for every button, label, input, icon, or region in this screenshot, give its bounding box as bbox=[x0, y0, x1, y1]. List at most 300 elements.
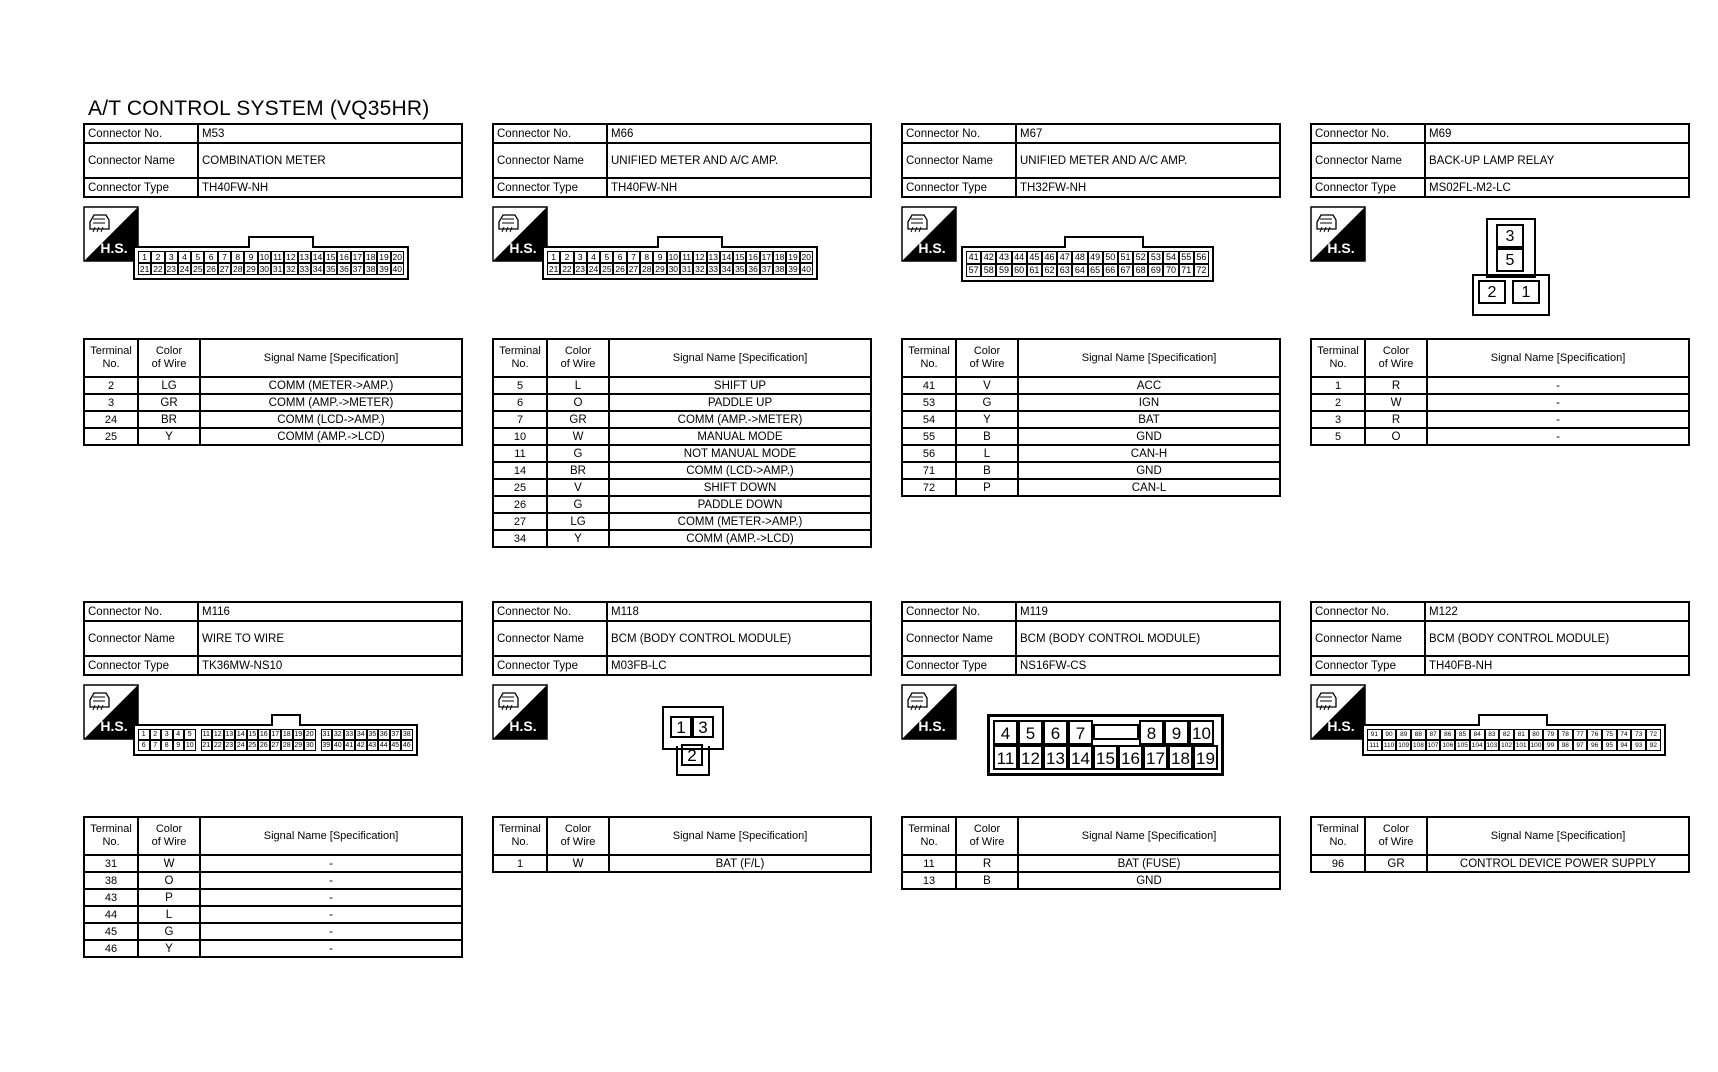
connector-face bbox=[542, 246, 818, 280]
relay-housing bbox=[1472, 218, 1550, 316]
connector-latch bbox=[271, 714, 301, 726]
connector-no-row bbox=[902, 124, 1280, 143]
connector-no-label: Connector No. bbox=[902, 602, 1016, 621]
connector-pin: 95 bbox=[1602, 740, 1617, 751]
connector-block bbox=[901, 601, 1281, 890]
connector-pin: 4 bbox=[993, 720, 1018, 745]
connector-diagram bbox=[901, 676, 1281, 816]
wire-color-cell: W bbox=[138, 855, 200, 872]
connector-name-label: Connector Name bbox=[1311, 143, 1425, 178]
connector-type-row bbox=[902, 178, 1280, 197]
connector-pin: 41 bbox=[345, 742, 354, 749]
connector-pin: 106 bbox=[1442, 742, 1454, 749]
connector-pin: 36 bbox=[339, 264, 349, 274]
connector-pin: 8 bbox=[231, 251, 244, 263]
table-row bbox=[493, 479, 871, 496]
connector-pin: 80 bbox=[1529, 729, 1544, 740]
connector-name-value: UNIFIED METER AND A/C AMP. bbox=[607, 143, 871, 178]
signal-name-header: Signal Name [Specification] bbox=[609, 817, 871, 855]
connector-pin: 4 bbox=[173, 729, 185, 740]
connector-pin: 53 bbox=[1148, 251, 1163, 264]
signal-name-header: Signal Name [Specification] bbox=[1427, 817, 1689, 855]
signal-name-header: Signal Name [Specification] bbox=[200, 339, 462, 377]
connector-pin: 44 bbox=[1012, 251, 1027, 264]
connector-pin: 67 bbox=[1118, 264, 1133, 277]
connector-name-row bbox=[84, 143, 462, 178]
table-row bbox=[84, 940, 462, 957]
connector-pin: 101 bbox=[1515, 742, 1527, 749]
terminal-no-header: Terminal No. bbox=[493, 339, 547, 377]
connector-pin: 34 bbox=[312, 264, 323, 274]
signal-table-header bbox=[493, 339, 871, 377]
wire-color-cell: P bbox=[956, 479, 1018, 496]
connector-pin: 30 bbox=[305, 742, 314, 749]
connector-pin: 12 bbox=[1018, 745, 1043, 770]
connector-pin: 52 bbox=[1133, 251, 1148, 264]
connector-pin: 18 bbox=[365, 252, 376, 262]
table-row bbox=[493, 496, 871, 513]
connector-no-row bbox=[84, 602, 462, 621]
wire-color-cell: LG bbox=[547, 513, 609, 530]
connector-pin: 33 bbox=[345, 731, 354, 738]
signal-name-cell: COMM (LCD->AMP.) bbox=[200, 411, 462, 428]
wire-color-cell: Y bbox=[547, 530, 609, 547]
connector-pin-row bbox=[138, 251, 404, 263]
terminal-cell: 2 bbox=[1311, 394, 1365, 411]
connector-pin: 69 bbox=[1148, 264, 1163, 277]
connector-type-label: Connector Type bbox=[493, 178, 607, 197]
color-of-wire-header: Color of Wire bbox=[1365, 339, 1427, 377]
connector-type-value: TH32FW-NH bbox=[1016, 178, 1280, 197]
signal-table-header bbox=[902, 817, 1280, 855]
connector-pin: 31 bbox=[322, 731, 331, 738]
table-row bbox=[902, 479, 1280, 496]
hs-badge-text: H.S. bbox=[100, 240, 128, 256]
connector-no-row bbox=[84, 124, 462, 143]
terminal-cell: 54 bbox=[902, 411, 956, 428]
connector-no-value: M53 bbox=[198, 124, 462, 143]
connector-pin: 48 bbox=[1072, 251, 1087, 264]
connector-pin: 2 bbox=[681, 744, 703, 766]
connector-no-label: Connector No. bbox=[902, 124, 1016, 143]
connector-pin-row bbox=[138, 263, 404, 275]
connector-pin: 36 bbox=[379, 731, 388, 738]
signal-name-header: Signal Name [Specification] bbox=[200, 817, 462, 855]
connector-name-label: Connector Name bbox=[902, 143, 1016, 178]
terminal-no-header: Terminal No. bbox=[1311, 339, 1365, 377]
signal-table-header bbox=[1311, 817, 1689, 855]
connector-pin: 28 bbox=[232, 264, 243, 274]
connector-pin: 6 bbox=[204, 251, 217, 263]
connector-latch bbox=[248, 236, 314, 248]
connector-pin: 39 bbox=[322, 742, 331, 749]
connector-name-row bbox=[493, 143, 871, 178]
wire-color-cell: L bbox=[956, 445, 1018, 462]
table-row bbox=[902, 377, 1280, 394]
terminal-cell: 5 bbox=[1311, 428, 1365, 445]
table-row bbox=[84, 906, 462, 923]
signal-name-cell: CAN-L bbox=[1018, 479, 1280, 496]
connector-pin: 72 bbox=[1646, 729, 1661, 740]
signal-name-cell: COMM (AMP.->LCD) bbox=[200, 428, 462, 445]
connector-name-row bbox=[84, 621, 462, 656]
terminal-cell: 55 bbox=[902, 428, 956, 445]
terminal-cell: 14 bbox=[493, 462, 547, 479]
connector-pin: 8 bbox=[161, 740, 173, 751]
signal-name-cell: - bbox=[1427, 411, 1689, 428]
connector-pin: 35 bbox=[735, 264, 745, 274]
connector-type-row bbox=[84, 178, 462, 197]
terminal-cell: 13 bbox=[902, 872, 956, 889]
connector-name-value: BCM (BODY CONTROL MODULE) bbox=[607, 621, 871, 656]
connector-pin: 42 bbox=[981, 251, 996, 264]
terminal-cell: 3 bbox=[84, 394, 138, 411]
connector-pin: 2 bbox=[151, 251, 164, 263]
terminal-cell: 11 bbox=[493, 445, 547, 462]
connector-diagram bbox=[492, 676, 872, 816]
connector-block bbox=[83, 601, 463, 958]
connector-pin: 29 bbox=[655, 264, 665, 274]
connector-pin: 5 bbox=[184, 729, 196, 740]
connector-pin: 3 bbox=[165, 251, 178, 263]
connector-no-value: M66 bbox=[607, 124, 871, 143]
connector-pin: 68 bbox=[1133, 264, 1148, 277]
signal-name-cell: PADDLE UP bbox=[609, 394, 871, 411]
signal-name-cell: COMM (AMP.->METER) bbox=[609, 411, 871, 428]
wire-color-cell: O bbox=[547, 394, 609, 411]
connector-pin: 10 bbox=[185, 742, 194, 749]
connector-type-value: MS02FL-M2-LC bbox=[1425, 178, 1689, 197]
key-slot bbox=[1093, 724, 1139, 740]
connector-pin: 49 bbox=[1088, 251, 1103, 264]
signal-name-cell: CONTROL DEVICE POWER SUPPLY bbox=[1427, 855, 1689, 872]
connector-no-value: M118 bbox=[607, 602, 871, 621]
terminal-no-header: Terminal No. bbox=[493, 817, 547, 855]
signal-table bbox=[83, 338, 463, 446]
table-row bbox=[84, 923, 462, 940]
wire-color-cell: R bbox=[956, 855, 1018, 872]
signal-table-header bbox=[84, 817, 462, 855]
connector-pin: 19 bbox=[788, 252, 798, 262]
signal-name-cell: BAT bbox=[1018, 411, 1280, 428]
connector-no-label: Connector No. bbox=[1311, 124, 1425, 143]
signal-name-cell: SHIFT UP bbox=[609, 377, 871, 394]
connector-no-row bbox=[1311, 602, 1689, 621]
signal-name-cell: ACC bbox=[1018, 377, 1280, 394]
connector-type-value: TK36MW-NS10 bbox=[198, 656, 462, 675]
connector-pin-row bbox=[138, 729, 413, 740]
connector-pin: 12 bbox=[286, 252, 296, 262]
connector-pin: 18 bbox=[282, 731, 291, 738]
connector-block bbox=[83, 123, 463, 446]
connector-pin: 97 bbox=[1573, 740, 1588, 751]
connector-face bbox=[987, 714, 1224, 776]
connector-pin: 32 bbox=[333, 731, 342, 738]
wire-color-cell: B bbox=[956, 428, 1018, 445]
connector-pin: 15 bbox=[1093, 745, 1118, 770]
table-row bbox=[84, 889, 462, 906]
connector-pin: 110 bbox=[1382, 740, 1397, 751]
wire-color-cell: W bbox=[1365, 394, 1427, 411]
connector-pin: 31 bbox=[272, 264, 283, 274]
signal-name-cell: - bbox=[1427, 428, 1689, 445]
table-row bbox=[1311, 394, 1689, 411]
terminal-cell: 43 bbox=[84, 889, 138, 906]
relay-pin: 2 bbox=[1478, 280, 1506, 304]
connector-pin: 38 bbox=[365, 264, 376, 274]
table-row bbox=[902, 872, 1280, 889]
connector-pin: 58 bbox=[981, 264, 996, 277]
signal-table bbox=[83, 816, 463, 958]
connector-face bbox=[133, 724, 418, 756]
terminal-cell: 56 bbox=[902, 445, 956, 462]
table-row bbox=[902, 411, 1280, 428]
wire-color-cell: W bbox=[547, 855, 609, 872]
connector-pin: 85 bbox=[1455, 729, 1470, 740]
connector-pin: 103 bbox=[1486, 742, 1498, 749]
connector-pin: 2 bbox=[560, 251, 573, 263]
wire-color-cell: R bbox=[1365, 377, 1427, 394]
connector-pin: 18 bbox=[774, 252, 785, 262]
signal-name-header: Signal Name [Specification] bbox=[1427, 339, 1689, 377]
hs-connector-icon bbox=[83, 206, 139, 262]
connector-pin: 60 bbox=[1012, 264, 1027, 277]
connector-pin: 40 bbox=[333, 742, 342, 749]
connector-pin: 89 bbox=[1396, 729, 1411, 740]
connector-pin: 1 bbox=[670, 716, 692, 738]
connector-pin: 17 bbox=[352, 252, 363, 262]
signal-name-cell: COMM (METER->AMP.) bbox=[200, 377, 462, 394]
color-of-wire-header: Color of Wire bbox=[547, 339, 609, 377]
connector-pin: 61 bbox=[1027, 264, 1042, 277]
signal-name-cell: CAN-H bbox=[1018, 445, 1280, 462]
connector-pin: 26 bbox=[206, 264, 216, 274]
wire-color-cell: L bbox=[547, 377, 609, 394]
connector-pin: 47 bbox=[1057, 251, 1072, 264]
connector-housing bbox=[542, 246, 818, 280]
connector-block bbox=[1310, 601, 1690, 873]
connector-diagram bbox=[1310, 676, 1690, 816]
connector-face bbox=[662, 706, 724, 778]
unused-cavity-mark bbox=[1506, 280, 1512, 304]
connector-name-label: Connector Name bbox=[84, 621, 198, 656]
connector-diagram bbox=[83, 676, 463, 816]
connector-pin: 38 bbox=[402, 731, 411, 738]
connector-pin-row bbox=[1367, 729, 1661, 740]
signal-name-header: Signal Name [Specification] bbox=[1018, 817, 1280, 855]
connector-name-value: BACK-UP LAMP RELAY bbox=[1425, 143, 1689, 178]
connector-header bbox=[83, 601, 463, 676]
signal-name-header: Signal Name [Specification] bbox=[1018, 339, 1280, 377]
connector-type-row bbox=[493, 656, 871, 675]
signal-name-cell: BAT (FUSE) bbox=[1018, 855, 1280, 872]
signal-table-header bbox=[1311, 339, 1689, 377]
connector-pin: 11 bbox=[993, 745, 1018, 770]
connector-pin: 83 bbox=[1485, 729, 1500, 740]
hs-connector-icon bbox=[901, 206, 957, 262]
connector-type-value: TH40FW-NH bbox=[198, 178, 462, 197]
connector-pin: 65 bbox=[1088, 264, 1103, 277]
connector-diagram bbox=[1310, 198, 1690, 338]
connector-pin: 40 bbox=[392, 264, 403, 274]
connector-pin: 39 bbox=[379, 264, 389, 274]
connector-pin: 22 bbox=[562, 264, 572, 274]
color-of-wire-header: Color of Wire bbox=[138, 339, 200, 377]
connector-housing bbox=[961, 246, 1214, 282]
connector-latch bbox=[657, 236, 723, 248]
connector-pin: 30 bbox=[668, 264, 679, 274]
table-row bbox=[493, 462, 871, 479]
connector-pin: 10 bbox=[668, 252, 679, 262]
connector-pin: 39 bbox=[788, 264, 798, 274]
connector-latch bbox=[1478, 714, 1548, 726]
connector-block bbox=[1310, 123, 1690, 446]
terminal-cell: 11 bbox=[902, 855, 956, 872]
connector-header bbox=[492, 123, 872, 198]
signal-name-cell: - bbox=[200, 855, 462, 872]
connector-block bbox=[492, 601, 872, 873]
wire-color-cell: BR bbox=[138, 411, 200, 428]
table-row bbox=[493, 855, 871, 872]
terminal-no-header: Terminal No. bbox=[902, 817, 956, 855]
table-row bbox=[493, 394, 871, 411]
connector-latch bbox=[1064, 236, 1144, 248]
connector-pin: 26 bbox=[259, 742, 268, 749]
hs-connector-icon bbox=[1310, 684, 1366, 740]
table-row bbox=[84, 411, 462, 428]
connector-pin: 105 bbox=[1457, 742, 1468, 749]
connector-no-label: Connector No. bbox=[84, 124, 198, 143]
connector-type-value: TH40FB-NH bbox=[1425, 656, 1689, 675]
connector-pin: 14 bbox=[1068, 745, 1093, 770]
connector-pin: 16 bbox=[259, 731, 268, 738]
connector-pin: 3 bbox=[574, 251, 587, 263]
connector-pin: 14 bbox=[312, 252, 323, 262]
connector-pin: 9 bbox=[173, 740, 185, 751]
table-row bbox=[902, 462, 1280, 479]
connector-pin: 14 bbox=[721, 252, 732, 262]
table-row bbox=[902, 428, 1280, 445]
connector-pin: 59 bbox=[996, 264, 1011, 277]
connector-pin: 34 bbox=[721, 264, 732, 274]
table-row bbox=[1311, 377, 1689, 394]
connector-pin: 5 bbox=[1018, 720, 1043, 745]
connector-pin-row bbox=[966, 264, 1209, 277]
signal-name-cell: - bbox=[200, 872, 462, 889]
connector-header bbox=[901, 123, 1281, 198]
hs-badge-text: H.S. bbox=[100, 718, 128, 734]
connector-type-label: Connector Type bbox=[1311, 178, 1425, 197]
connector-name-value: BCM (BODY CONTROL MODULE) bbox=[1016, 621, 1280, 656]
connector-name-label: Connector Name bbox=[84, 143, 198, 178]
connector-pin: 31 bbox=[681, 264, 692, 274]
connector-pin: 45 bbox=[391, 742, 400, 749]
color-of-wire-header: Color of Wire bbox=[956, 339, 1018, 377]
wire-color-cell: B bbox=[956, 462, 1018, 479]
connector-pin: 32 bbox=[286, 264, 296, 274]
connector-pin: 57 bbox=[966, 264, 981, 277]
table-row bbox=[84, 428, 462, 445]
connector-pin: 4 bbox=[178, 251, 191, 263]
connector-pin: 90 bbox=[1382, 729, 1397, 740]
signal-name-cell: - bbox=[1427, 394, 1689, 411]
connector-pin: 23 bbox=[166, 264, 176, 274]
signal-name-cell: COMM (LCD->AMP.) bbox=[609, 462, 871, 479]
connector-pin: 9 bbox=[653, 251, 666, 263]
connector-pin: 22 bbox=[213, 742, 222, 749]
wire-color-cell: O bbox=[138, 872, 200, 889]
connector-pin-row bbox=[138, 740, 413, 751]
connector-pin: 28 bbox=[282, 742, 291, 749]
terminal-cell: 26 bbox=[493, 496, 547, 513]
connector-pin: 13 bbox=[1043, 745, 1068, 770]
connector-pin: 111 bbox=[1367, 740, 1382, 751]
connector-pin: 38 bbox=[774, 264, 785, 274]
connector-pin: 66 bbox=[1103, 264, 1118, 277]
signal-name-cell: - bbox=[1427, 377, 1689, 394]
connector-pin: 45 bbox=[1027, 251, 1042, 264]
connector-pin: 19 bbox=[379, 252, 389, 262]
connector-no-label: Connector No. bbox=[493, 124, 607, 143]
wire-color-cell: LG bbox=[138, 377, 200, 394]
connector-pin: 10 bbox=[259, 252, 270, 262]
connector-type-label: Connector Type bbox=[1311, 656, 1425, 675]
terminal-cell: 44 bbox=[84, 906, 138, 923]
terminal-cell: 3 bbox=[1311, 411, 1365, 428]
signal-table bbox=[1310, 816, 1690, 873]
connector-no-value: M116 bbox=[198, 602, 462, 621]
connector-pin: 18 bbox=[1168, 745, 1193, 770]
connector-type-row bbox=[1311, 656, 1689, 675]
connector-housing bbox=[662, 706, 724, 778]
terminal-cell: 34 bbox=[493, 530, 547, 547]
connector-pin: 51 bbox=[1118, 251, 1133, 264]
connector-pin: 1 bbox=[547, 251, 560, 263]
connector-no-label: Connector No. bbox=[493, 602, 607, 621]
connector-pin: 24 bbox=[588, 264, 599, 274]
signal-table bbox=[492, 816, 872, 873]
signal-name-cell: SHIFT DOWN bbox=[609, 479, 871, 496]
signal-name-cell: COMM (AMP.->METER) bbox=[200, 394, 462, 411]
connector-pin: 86 bbox=[1440, 729, 1455, 740]
wire-color-cell: V bbox=[956, 377, 1018, 394]
connector-pin: 109 bbox=[1398, 742, 1410, 749]
connector-pin: 91 bbox=[1367, 729, 1382, 740]
signal-table bbox=[1310, 338, 1690, 446]
connector-pin: 78 bbox=[1558, 729, 1573, 740]
terminal-no-header: Terminal No. bbox=[84, 817, 138, 855]
table-row bbox=[1311, 428, 1689, 445]
connector-name-value: UNIFIED METER AND A/C AMP. bbox=[1016, 143, 1280, 178]
wire-color-cell: G bbox=[547, 496, 609, 513]
terminal-cell: 5 bbox=[493, 377, 547, 394]
connector-pin: 7 bbox=[218, 251, 231, 263]
connector-pin: 15 bbox=[326, 252, 336, 262]
table-row bbox=[493, 411, 871, 428]
wire-color-cell: O bbox=[1365, 428, 1427, 445]
connector-no-row bbox=[1311, 124, 1689, 143]
connector-pin: 99 bbox=[1543, 740, 1558, 751]
connector-pin: 107 bbox=[1427, 742, 1439, 749]
connector-diagram bbox=[492, 198, 872, 338]
connector-no-row bbox=[902, 602, 1280, 621]
wire-color-cell: R bbox=[1365, 411, 1427, 428]
wire-color-cell: G bbox=[547, 445, 609, 462]
connector-pin: 5 bbox=[191, 251, 204, 263]
connector-type-row bbox=[1311, 178, 1689, 197]
connector-pin: 96 bbox=[1587, 740, 1602, 751]
connector-pin-row bbox=[1367, 740, 1661, 751]
